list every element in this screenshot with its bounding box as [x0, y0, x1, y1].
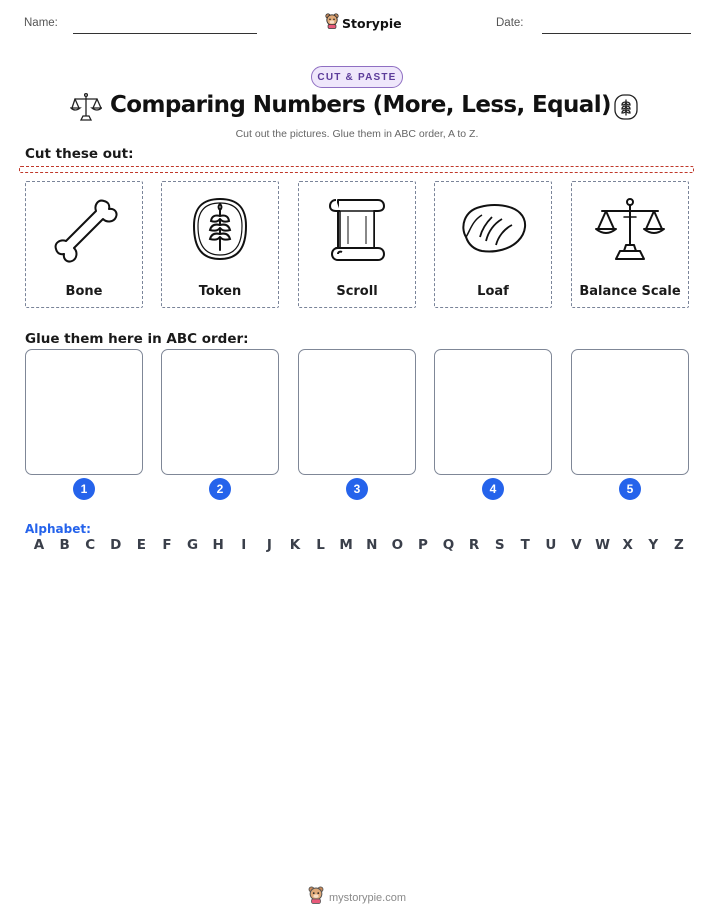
alphabet-letter: O — [391, 537, 404, 553]
date-line[interactable] — [542, 33, 691, 34]
card-label: Balance Scale — [579, 284, 681, 299]
card-label: Token — [198, 284, 242, 299]
alphabet-letter: N — [366, 537, 378, 553]
slot-number-badge: 3 — [346, 478, 368, 500]
alphabet-letter: X — [622, 537, 633, 553]
alphabet-letter: F — [162, 537, 172, 553]
alphabet-letter: T — [520, 537, 530, 553]
alphabet-letter: H — [212, 537, 224, 553]
cut-card-loaf[interactable] — [434, 181, 552, 308]
cut-line — [19, 166, 694, 173]
bear-mascot-icon — [308, 886, 324, 909]
alphabet-letter: G — [187, 537, 199, 553]
alphabet-letter: M — [339, 537, 353, 553]
glue-box[interactable] — [434, 349, 552, 475]
alphabet-letter: V — [571, 537, 582, 553]
slot-number-badge: 2 — [209, 478, 231, 500]
balance-scale-icon — [70, 92, 102, 127]
scroll-icon — [299, 188, 415, 270]
cut-card-scroll[interactable] — [298, 181, 416, 308]
alphabet-letter: W — [595, 537, 610, 553]
glue-box[interactable] — [161, 349, 279, 475]
alphabet-letter: E — [136, 537, 146, 553]
balance-scale-icon — [572, 188, 688, 270]
bone-icon — [26, 188, 142, 270]
alphabet-letter: I — [241, 537, 247, 553]
card-label: Bone — [65, 284, 103, 299]
glue-section-label: Glue them here in ABC order: — [25, 331, 249, 347]
card-label: Scroll — [336, 284, 378, 299]
alphabet-letter: Q — [442, 537, 455, 553]
date-label: Date: — [496, 17, 524, 29]
alphabet-letter: R — [468, 537, 480, 553]
name-label: Name: — [24, 17, 58, 29]
alphabet-letter: L — [316, 537, 325, 553]
slot-number-badge: 4 — [482, 478, 504, 500]
name-line[interactable] — [73, 33, 257, 34]
cut-card-token[interactable] — [161, 181, 279, 308]
cut-card-balance-scale[interactable] — [571, 181, 689, 308]
alphabet-letter: Z — [673, 537, 684, 553]
wheat-token-icon — [612, 92, 640, 127]
alphabet-letter: A — [33, 537, 45, 553]
loaf-icon — [435, 188, 551, 270]
alphabet-strip — [25, 537, 692, 553]
alphabet-letter: D — [110, 537, 122, 553]
alphabet-letter: C — [85, 537, 96, 553]
alphabet-letter: K — [289, 537, 301, 553]
alphabet-letter: S — [494, 537, 505, 553]
footer-url[interactable]: mystorypie.com — [328, 891, 407, 904]
alphabet-letter: U — [545, 537, 557, 553]
slot-number-badge: 1 — [73, 478, 95, 500]
instructions: Cut out the pictures. Glue them in ABC order, A to Z. — [235, 128, 479, 140]
alphabet-letter: P — [417, 537, 428, 553]
brand-name: Storypie — [342, 16, 402, 31]
glue-box[interactable] — [298, 349, 416, 475]
glue-box[interactable] — [25, 349, 143, 475]
token-icon — [162, 188, 278, 270]
slot-number-badge: 5 — [619, 478, 641, 500]
brand-logo — [325, 13, 402, 34]
glue-box[interactable] — [571, 349, 689, 475]
alphabet-letter: B — [59, 537, 70, 553]
cut-card-bone[interactable] — [25, 181, 143, 308]
alphabet-letter: Y — [648, 537, 659, 553]
footer — [0, 886, 714, 909]
card-label: Loaf — [477, 284, 509, 299]
alphabet-label: Alphabet: — [25, 522, 91, 536]
alphabet-letter: J — [266, 537, 272, 553]
cut-section-label: Cut these out: — [25, 146, 134, 162]
activity-badge: CUT & PASTE — [311, 66, 403, 88]
bear-mascot-icon — [325, 13, 339, 34]
page-title: Comparing Numbers (More, Less, Equal) — [110, 92, 611, 118]
